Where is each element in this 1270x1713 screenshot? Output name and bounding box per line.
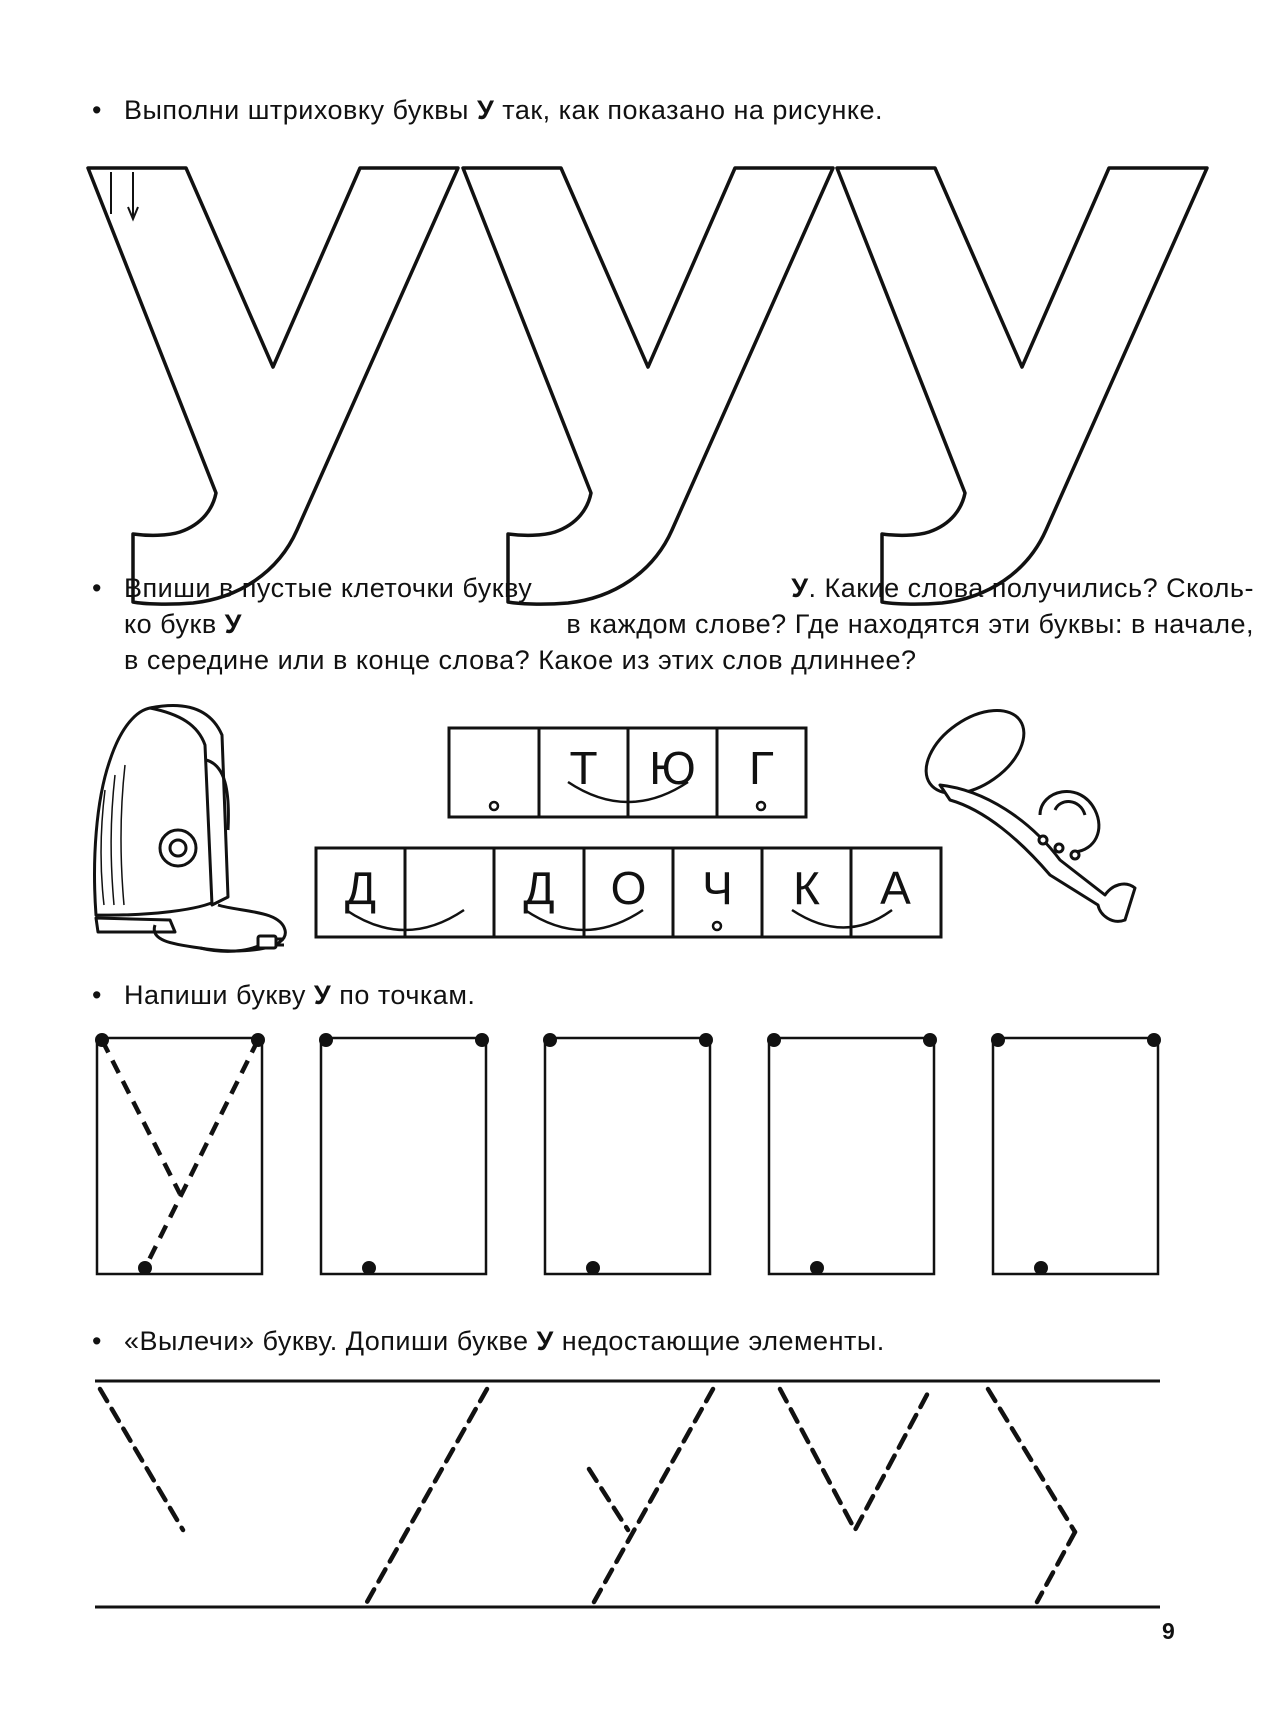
- word-1-cell-3: Ю: [649, 742, 696, 794]
- broken-letter-2: [367, 1389, 487, 1602]
- word-2-cell-1: Д: [344, 862, 377, 914]
- word-2-cell-5: Ч: [702, 862, 733, 914]
- word-2-cell-3: Д: [523, 862, 555, 914]
- broken-letter-5: [988, 1389, 1075, 1602]
- word-2-cell-4: О: [610, 862, 647, 914]
- broken-letter-3: [589, 1389, 713, 1602]
- task-2-line-3: в середине или в конце слова? Какое из этих слов длиннее?: [124, 645, 917, 675]
- word-1-cell-2: Т: [569, 742, 598, 794]
- bullet: •: [92, 1326, 102, 1356]
- task-1-letter: У: [476, 95, 495, 125]
- bullet: •: [92, 573, 102, 603]
- task-1-text: Выполни штриховку буквы: [124, 95, 477, 125]
- bullet: •: [92, 980, 102, 1010]
- word-2-cell-6: К: [793, 862, 820, 914]
- broken-letter-4: [780, 1389, 930, 1530]
- writing-lines: [95, 1381, 1160, 1607]
- task-2-line-2: ко букв У в каждом слове? Где находятся эти буквы: в начале,: [124, 609, 1254, 639]
- broken-letter-1: [100, 1389, 183, 1530]
- task-2-line-1: Впиши в пустые клеточки букву У. Какие слова получились? Сколь-: [124, 573, 1254, 603]
- word-1-cell-4: Г: [749, 742, 774, 794]
- word-2-cell-7: А: [880, 862, 911, 914]
- bullet: •: [92, 95, 102, 125]
- page-number: 9: [1162, 1618, 1175, 1644]
- task-1-text-end: так, как показано на рисунке.: [494, 95, 884, 125]
